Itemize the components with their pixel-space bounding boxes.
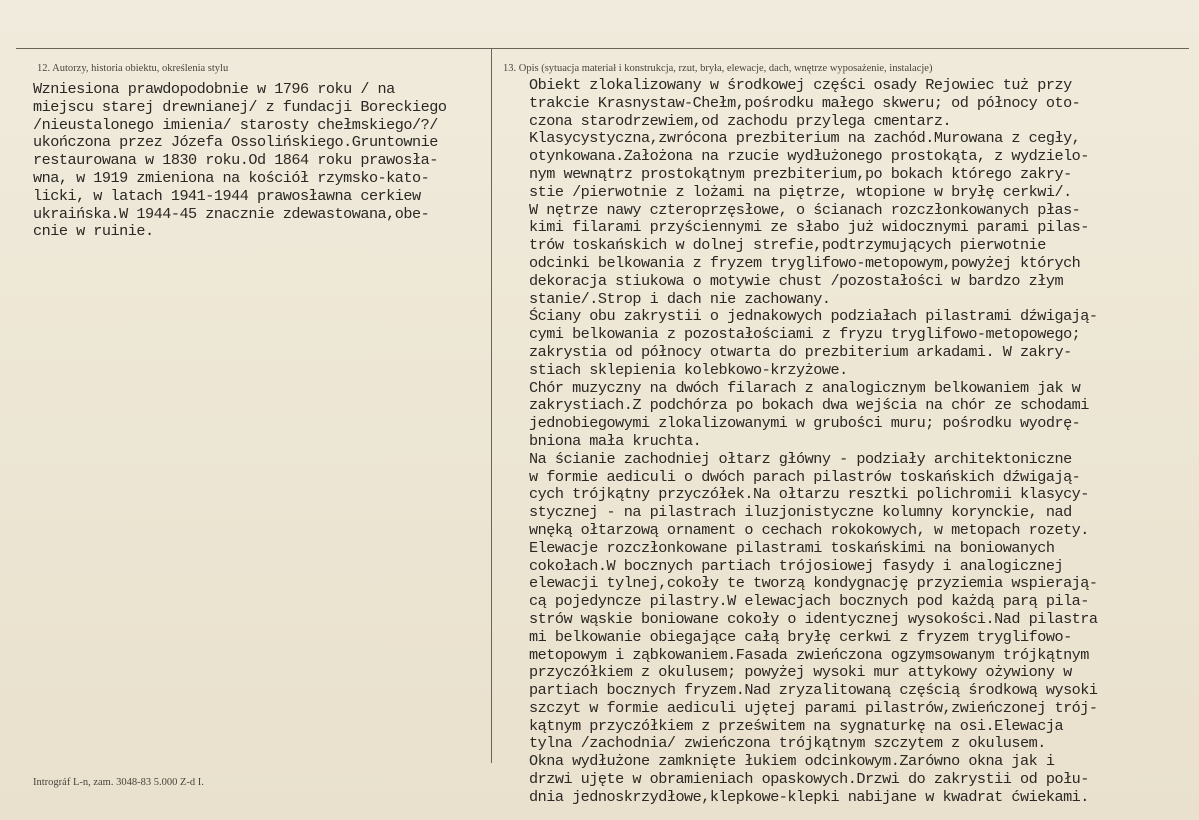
typed-line: odcinki belkowania z fryzem tryglifowo-metopowym,powyżej których bbox=[529, 253, 1081, 272]
typed-line: dnia jednoskrzydłowe,klepkowe-klepki nabijane w kwadrat ćwiekami. bbox=[529, 787, 1089, 806]
typed-line: miejscu starej drewnianej/ z fundacji Boreckiego bbox=[33, 97, 447, 116]
section-12-header: 12. Autorzy, historia obiektu, określenia stylu bbox=[37, 63, 229, 74]
description-typed-text bbox=[529, 77, 1098, 807]
typed-line: kimi filarami przyściennymi ze słabo już widocznymi parami pilas- bbox=[529, 218, 1089, 237]
typed-line: jednobiegowymi zlokalizowanymi w grubości muru; pośrodku wyodrę- bbox=[529, 414, 1081, 433]
typed-line: W nętrze nawy czteroprzęsłowe, o ścianach rozczłonkowanych płas- bbox=[529, 200, 1081, 219]
typed-line: w formie aediculi o dwóch parach pilastrów toskańskich dźwigają- bbox=[529, 467, 1081, 486]
typed-line: czona starodrzewiem,od zachodu przylega cmentarz. bbox=[529, 111, 952, 130]
typed-line: stycznej - na pilastrach iluzjonistyczne kolumny korynckie, nad bbox=[529, 503, 1072, 522]
typed-line: partiach bocznych fryzem.Nad zryzalitowaną częścią środkową wysoki bbox=[529, 681, 1098, 700]
typed-line: przyczółkiem z okulusem; powyżej wysoki mur attykowy ożywiony w bbox=[529, 663, 1072, 682]
typed-line: cokołach.W bocznych partiach trójosiowej fasydy i analogicznej bbox=[529, 556, 1064, 575]
typed-line: stanie/.Strop i dach nie zachowany. bbox=[529, 289, 831, 308]
typed-line: drzwi ujęte w obramieniach opaskowych.Drzwi do zakrystii od połu- bbox=[529, 770, 1089, 789]
typed-line: stiach sklepienia kolebkowo-krzyżowe. bbox=[529, 360, 848, 379]
typed-line: /nieustalonego imienia/ starosty chełmskiego/?/ bbox=[33, 115, 438, 134]
typed-line: restaurowana w 1830 roku.Od 1864 roku prawosła- bbox=[33, 151, 438, 170]
print-footer: Intrográf L-n, zam. 3048-83 5.000 Z-d I. bbox=[33, 777, 204, 788]
typed-line: ukraińska.W 1944-45 znacznie zdewastowana,obe- bbox=[33, 204, 430, 223]
typed-line: cnie w ruinie. bbox=[33, 222, 154, 241]
typed-line: Obiekt zlokalizowany w środkowej części osady Rejowiec tuż przy bbox=[529, 76, 1072, 94]
typed-line: Elewacje rozczłonkowane pilastrami toskańskimi na boniowanych bbox=[529, 538, 1055, 557]
typed-line: Klasycystyczna,zwrócona prezbiterium na zachód.Murowana z cegły, bbox=[529, 129, 1081, 148]
typed-line: Wzniesiona prawdopodobnie w 1796 roku / na bbox=[33, 80, 395, 98]
typed-line: kątnym przyczółkiem z prześwitem na sygnaturkę na osi.Elewacja bbox=[529, 716, 1064, 735]
typed-line: licki, w latach 1941-1944 prawosławna cerkiew bbox=[33, 186, 421, 205]
column-divider bbox=[491, 48, 492, 763]
typed-line: dekoracja stiukowa o motywie chust /pozostałości w bardzo złym bbox=[529, 271, 1064, 290]
typed-line: trakcie Krasnystaw-Chełm,pośrodku małego skweru; od północy oto- bbox=[529, 93, 1081, 112]
history-typed-text bbox=[33, 81, 446, 241]
typed-line: Na ścianie zachodniej ołtarz główny - podziały architektoniczne bbox=[529, 449, 1072, 468]
typed-line: ukończona przez Józefa Ossolińskiego.Gruntownie bbox=[33, 133, 438, 152]
typed-line: wna, w 1919 zmieniona na kościół rzymsko-kato- bbox=[33, 168, 430, 187]
typed-line: otynkowana.Założona na rzucie wydłużonego prostokąta, z wydzielo- bbox=[529, 147, 1089, 166]
typed-line: strów wąskie boniowane cokoły o identycznej wysokości.Nad pilastra bbox=[529, 609, 1098, 628]
typed-line: wnęką ołtarzową ornament o cechach rokokowych, w metopach rozety. bbox=[529, 520, 1089, 539]
typed-line: cą pojedyncze pilastry.W elewacjach bocznych pod każdą parą pila- bbox=[529, 592, 1089, 611]
typed-line: Chór muzyczny na dwóch filarach z analogicznym belkowaniem jak w bbox=[529, 378, 1081, 397]
typed-line: metopowym i ząbkowaniem.Fasada zwieńczona ogzymsowanym trójkątnym bbox=[529, 645, 1089, 664]
typed-line: tylna /zachodnia/ zwieńczona trójkątnym szczytem z okulusem. bbox=[529, 734, 1046, 753]
typed-line: bniona mała kruchta. bbox=[529, 431, 702, 450]
typed-line: cymi belkowania z pozostałościami z fryzu tryglifowo-metopowego; bbox=[529, 325, 1081, 344]
typed-line: cych trójkątny przyczółek.Na ołtarzu resztki polichromii klasycy- bbox=[529, 485, 1089, 504]
typed-line: mi belkowanie obiegające całą bryłę cerkwi z fryzem tryglifowo- bbox=[529, 627, 1072, 646]
typed-line: elewacji tylnej,cokoły te tworzą kondygnację przyziemia wspierają- bbox=[529, 574, 1098, 593]
typed-line: stie /pierwotnie z lożami na piętrze, wtopione w bryłę cerkwi/. bbox=[529, 182, 1072, 201]
typed-line: Okna wydłużone zamknięte łukiem odcinkowym.Zarówno okna jak i bbox=[529, 752, 1055, 771]
typed-line: szczyt w formie aediculi ujętej parami pilastrów,zwieńczonej trój- bbox=[529, 698, 1098, 717]
typed-line: zakrystia od północy otwarta do prezbiterium arkadami. W zakry- bbox=[529, 342, 1072, 361]
section-13-header: 13. Opis (sytuacja materiał i konstrukcja, rzut, bryła, elewacje, dach, wnętrze wyposażenie, instalacje) bbox=[503, 63, 933, 74]
top-rule bbox=[16, 48, 1189, 49]
typed-line: zakrystiach.Z podchórza po bokach dwa wejścia na chór ze schodami bbox=[529, 396, 1089, 415]
typed-line: nym wewnątrz prostokątnym prezbiterium,po bokach którego zakry- bbox=[529, 164, 1072, 183]
typed-line: Ściany obu zakrystii o jednakowych podziałach pilastrami dźwigają- bbox=[529, 307, 1098, 326]
typed-line: trów toskańskich w dolnej strefie,podtrzymujących pierwotnie bbox=[529, 236, 1046, 255]
